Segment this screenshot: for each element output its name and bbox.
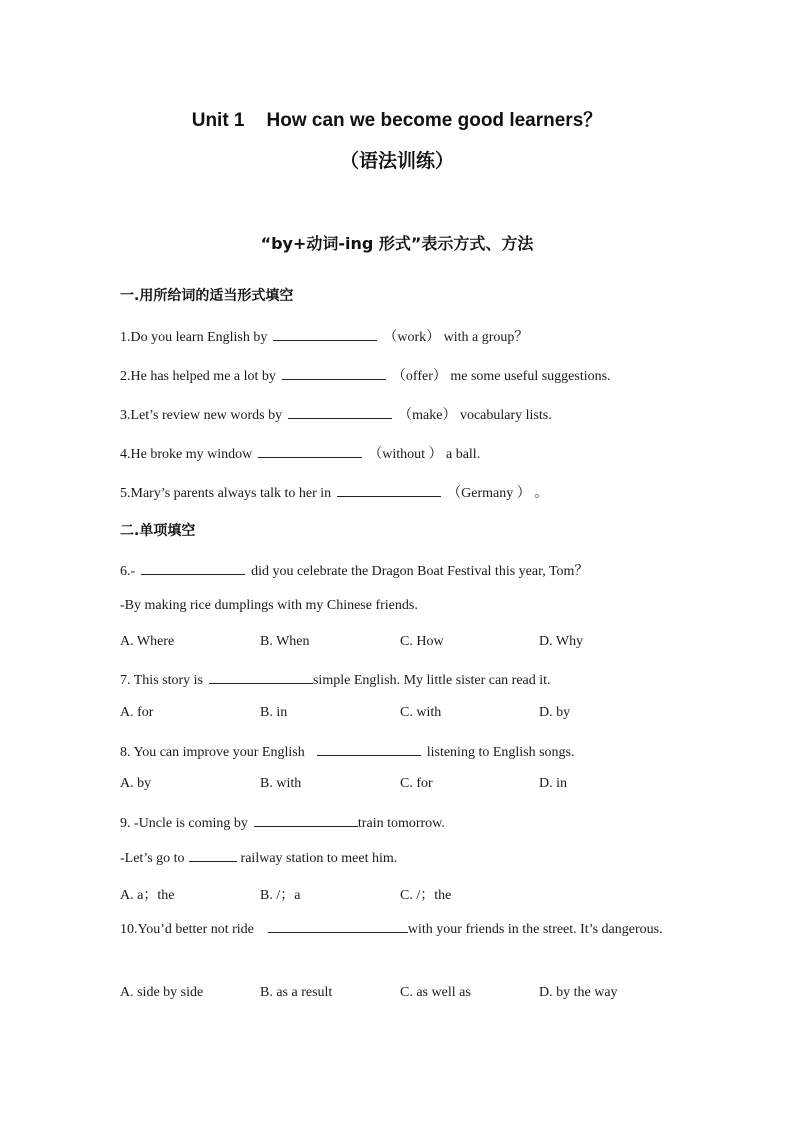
question-6: 6.- did you celebrate the Dragon Boat Festival this year, Tom？ bbox=[120, 560, 588, 580]
question-7: 7. This story is simple English. My little sister can read it. bbox=[120, 669, 551, 689]
option-d[interactable]: D. in bbox=[539, 776, 567, 791]
answer-blank[interactable] bbox=[317, 741, 421, 756]
option-c[interactable]: C. with bbox=[400, 705, 442, 720]
answer-blank[interactable] bbox=[189, 847, 237, 862]
option-a[interactable]: A. a；the bbox=[120, 888, 175, 903]
option-c[interactable]: C. How bbox=[400, 634, 444, 649]
question-2: 2.He has helped me a lot by （offer） me some useful suggestions. bbox=[120, 365, 611, 385]
unit-label: Unit 1 bbox=[191, 110, 245, 131]
option-a[interactable]: A. by bbox=[120, 776, 152, 791]
option-b[interactable]: B. as a result bbox=[260, 985, 333, 1000]
answer-blank[interactable] bbox=[258, 443, 362, 458]
section-2-heading: 二.单项填空 bbox=[120, 523, 196, 539]
section-1-heading: 一.用所给词的适当形式填空 bbox=[120, 288, 294, 304]
option-b[interactable]: B. /；a bbox=[260, 888, 301, 903]
option-a[interactable]: A. for bbox=[120, 705, 154, 720]
option-c[interactable]: C. /；the bbox=[400, 888, 452, 903]
question-8: 8. You can improve your English listening to English songs. bbox=[120, 741, 575, 761]
answer-blank[interactable] bbox=[254, 812, 358, 827]
question-1: 1.Do you learn English by （work） with a group？ bbox=[120, 326, 528, 346]
question-5: 5.Mary’s parents always talk to her in （Germany ） 。 bbox=[120, 482, 548, 502]
grammar-topic: “by+动词-ing 形式”表示方式、方法 bbox=[260, 234, 534, 253]
option-a[interactable]: A. Where bbox=[120, 634, 175, 649]
option-c[interactable]: C. as well as bbox=[400, 985, 471, 1000]
answer-blank[interactable] bbox=[288, 404, 392, 419]
answer-blank[interactable] bbox=[337, 482, 441, 497]
unit-title: How can we become good learners？ bbox=[266, 110, 603, 131]
question-9-line-2: -Let’s go to railway station to meet him. bbox=[120, 847, 397, 867]
question-4: 4.He broke my window （without ） a ball. bbox=[120, 443, 480, 463]
question-3: 3.Let’s review new words by （make） vocabulary lists. bbox=[120, 404, 552, 424]
option-b[interactable]: B. with bbox=[260, 776, 302, 791]
answer-blank[interactable] bbox=[141, 560, 245, 575]
option-b[interactable]: B. in bbox=[260, 705, 288, 720]
question-10: 10.You’d better not ride with your friends in the street. It’s dangerous. bbox=[120, 916, 672, 944]
option-a[interactable]: A. side by side bbox=[120, 985, 204, 1000]
option-c[interactable]: C. for bbox=[400, 776, 433, 791]
option-d[interactable]: D. by the way bbox=[539, 985, 618, 1000]
question-9: 9. -Uncle is coming by train tomorrow. bbox=[120, 812, 445, 832]
option-d[interactable]: D. by bbox=[539, 705, 571, 720]
answer-blank[interactable] bbox=[268, 918, 408, 933]
answer-blank[interactable] bbox=[282, 365, 386, 380]
option-b[interactable]: B. When bbox=[260, 634, 310, 649]
option-d[interactable]: D. Why bbox=[539, 634, 584, 649]
answer-blank[interactable] bbox=[209, 669, 313, 684]
question-6-answer-line: -By making rice dumplings with my Chinese friends. bbox=[120, 598, 418, 613]
page-title bbox=[0, 105, 794, 132]
page-subtitle: （语法训练） bbox=[339, 150, 454, 172]
answer-blank[interactable] bbox=[273, 326, 377, 341]
